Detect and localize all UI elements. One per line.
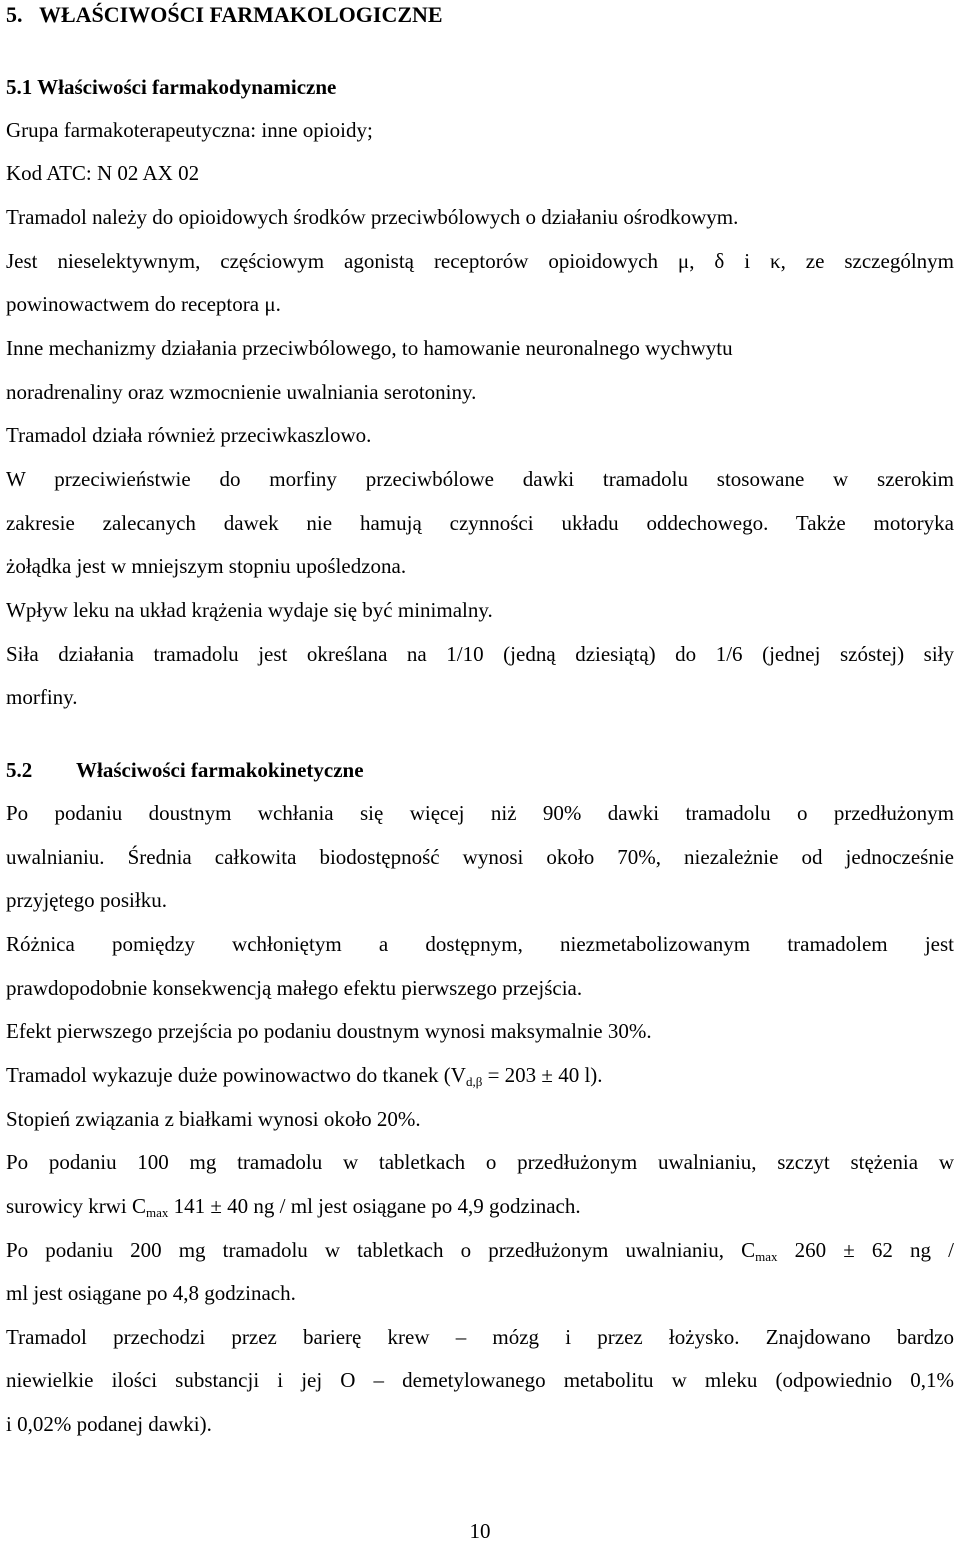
vd-value: = 203 ± 40 l). bbox=[482, 1063, 603, 1087]
paragraph-line: Po podaniu doustnym wchłania się więcej niż 90% dawki tramadolu o przedłużonym bbox=[6, 801, 954, 825]
paragraph-line: zakresie zalecanych dawek nie hamują czynności układu oddechowego. Także motoryka bbox=[6, 511, 954, 535]
vd-text: Tramadol wykazuje duże powinowactwo do tkanek (V bbox=[6, 1063, 466, 1087]
cmax-subscript: max bbox=[755, 1249, 778, 1264]
paragraph-line: Efekt pierwszego przejścia po podaniu doustnym wynosi maksymalnie 30%. bbox=[6, 1019, 652, 1043]
paragraph-line: Tramadol należy do opioidowych środków przeciwbólowych o działaniu ośrodkowym. bbox=[6, 205, 739, 229]
paragraph-line: przyjętego posiłku. bbox=[6, 888, 167, 912]
paragraph-line: Po podaniu 100 mg tramadolu w tabletkach o przedłużonym uwalnianiu, szczyt stężenia w bbox=[6, 1150, 954, 1174]
paragraph-line: Grupa farmakoterapeutyczna: inne opioidy; bbox=[6, 118, 373, 142]
cmax-200-line bbox=[6, 1237, 954, 1270]
page-number: 10 bbox=[469, 1519, 491, 1543]
paragraph-line: Różnica pomiędzy wchłoniętym a dostępnym, niezmetabolizowanym tramadolem jest bbox=[6, 932, 954, 956]
volume-distribution-line bbox=[6, 1062, 954, 1095]
section-5-1-heading: 5.1 Właściwości farmakodynamiczne bbox=[6, 75, 337, 99]
paragraph-line: ml jest osiągane po 4,8 godzinach. bbox=[6, 1281, 296, 1305]
paragraph-line: W przeciwieństwie do morfiny przeciwbólowe dawki tramadolu stosowane w szerokim bbox=[6, 467, 954, 491]
paragraph-line: uwalnianiu. Średnia całkowita biodostępność wynosi około 70%, niezależnie od jednocześnie bbox=[6, 845, 954, 869]
paragraph-line: Kod ATC: N 02 AX 02 bbox=[6, 161, 200, 185]
paragraph-line: niewielkie ilości substancji i jej O – demetylowanego metabolitu w mleku (odpowiednio 0,1% bbox=[6, 1368, 954, 1392]
paragraph-line: Wpływ leku na układ krążenia wydaje się być minimalny. bbox=[6, 598, 493, 622]
section-5-heading: 5. WŁAŚCIWOŚCI FARMAKOLOGICZNE bbox=[6, 2, 443, 27]
section-5-2-number: 5.2 bbox=[6, 758, 33, 782]
section-5-2-heading bbox=[6, 757, 954, 783]
paragraph-line: powinowactwem do receptora μ. bbox=[6, 292, 281, 316]
cmax-200-value: 260 ± 62 ng / bbox=[777, 1238, 954, 1262]
paragraph-line: Siła działania tramadolu jest określana na 1/10 (jedną dziesiątą) do 1/6 (jednej szóstej) siły bbox=[6, 642, 954, 666]
paragraph-line: Tramadol przechodzi przez barierę krew – mózg i przez łożysko. Znajdowano bardzo bbox=[6, 1325, 954, 1349]
cmax-200-text: Po podaniu 200 mg tramadolu w tabletkach o przedłużonym uwalnianiu, C bbox=[6, 1238, 756, 1262]
cmax-100-value: 141 ± 40 ng / ml jest osiągane po 4,9 godzinach. bbox=[168, 1194, 581, 1218]
paragraph-line: Inne mechanizmy działania przeciwbólowego, to hamowanie neuronalnego wychwytu bbox=[6, 336, 733, 360]
vd-subscript: d,β bbox=[465, 1074, 483, 1089]
paragraph-line: Stopień związania z białkami wynosi około 20%. bbox=[6, 1107, 421, 1131]
section-5-2-title: Właściwości farmakokinetyczne bbox=[76, 758, 364, 782]
paragraph-line: Tramadol działa również przeciwkaszlowo. bbox=[6, 423, 372, 447]
paragraph-line: Jest nieselektywnym, częściowym agonistą receptorów opioidowych μ, δ i κ, ze szczególnym bbox=[6, 249, 954, 273]
paragraph-line: i 0,02% podanej dawki). bbox=[6, 1412, 212, 1436]
paragraph-line: morfiny. bbox=[6, 685, 78, 709]
paragraph-line: żołądka jest w mniejszym stopniu upośledzona. bbox=[6, 554, 407, 578]
paragraph-line: noradrenaliny oraz wzmocnienie uwalniania serotoniny. bbox=[6, 380, 477, 404]
cmax-100-text: surowicy krwi C bbox=[6, 1194, 146, 1218]
paragraph-line: prawdopodobnie konsekwencją małego efektu pierwszego przejścia. bbox=[6, 976, 583, 1000]
cmax-subscript: max bbox=[146, 1205, 169, 1220]
cmax-100-line bbox=[6, 1193, 954, 1226]
